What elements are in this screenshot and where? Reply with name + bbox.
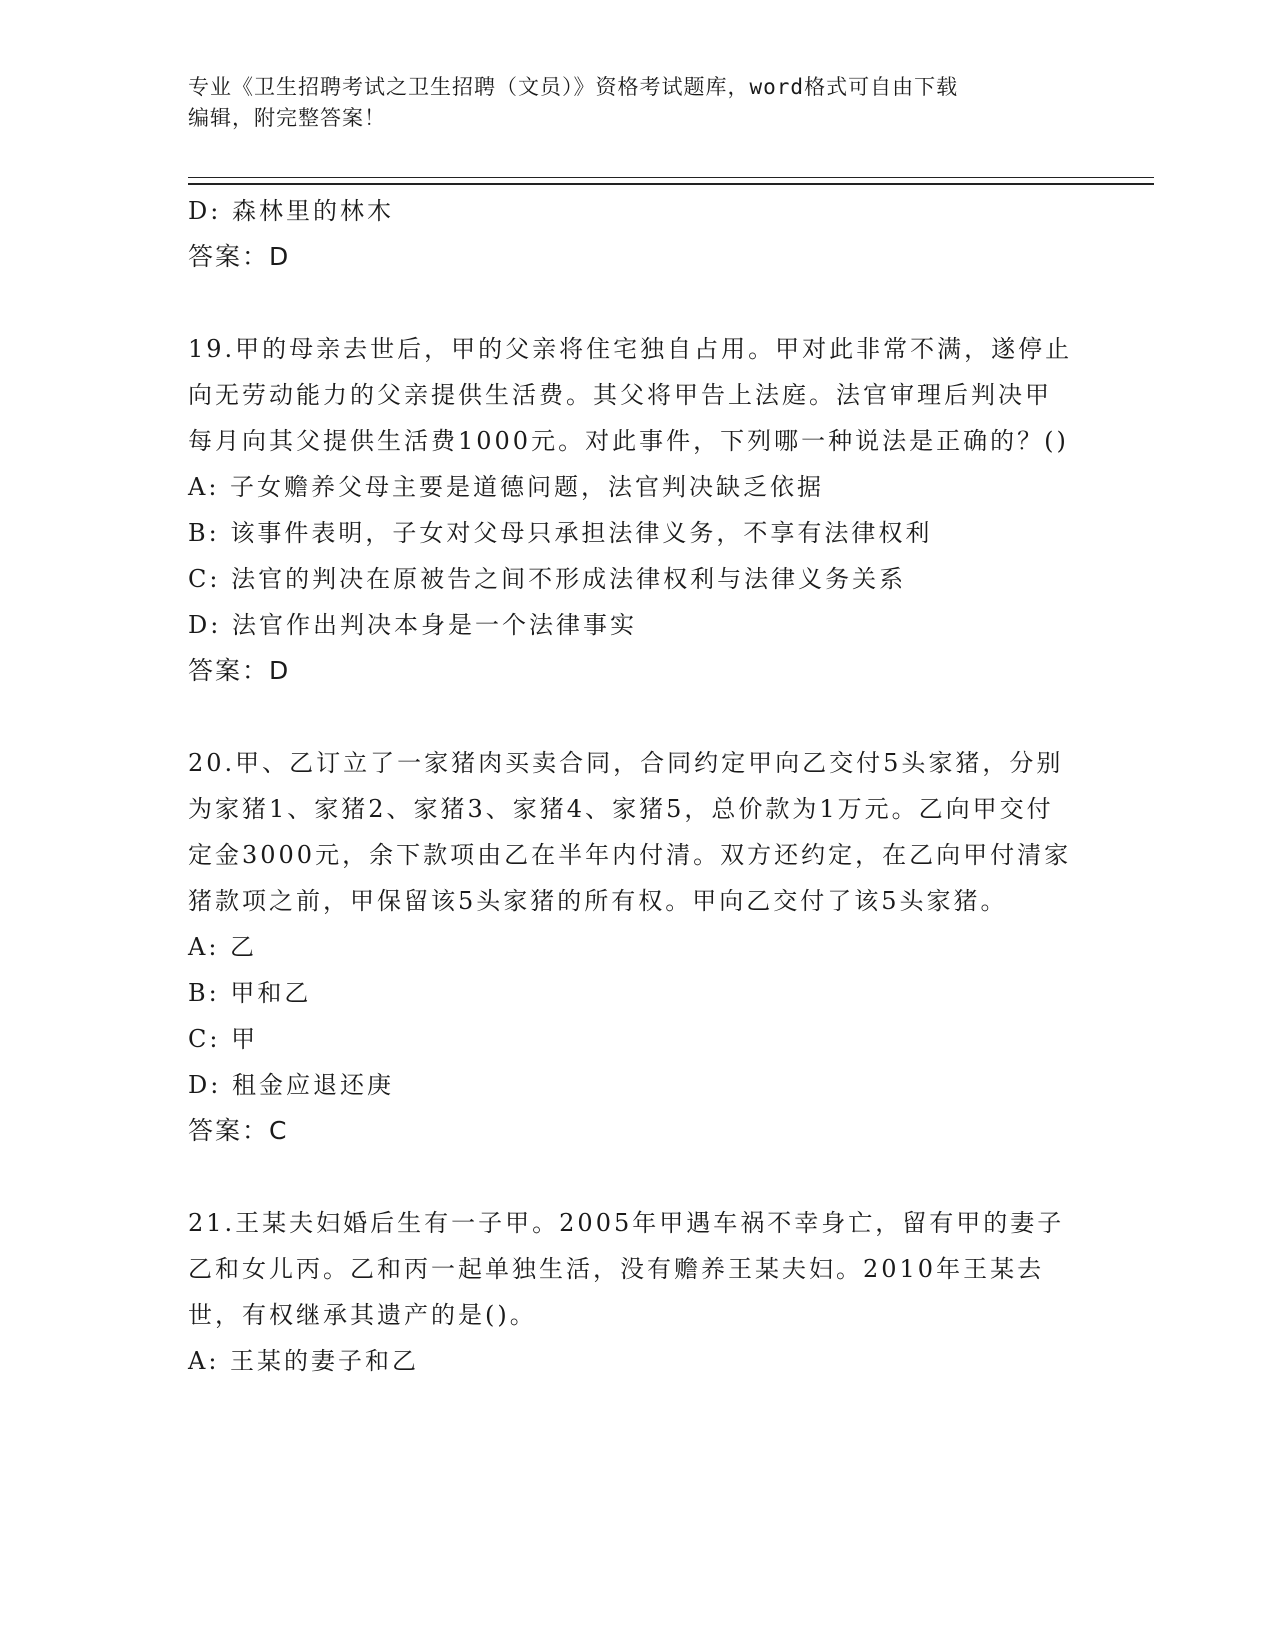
question-20-option-b: B: 甲和乙 [188, 979, 312, 1007]
spacer [188, 694, 1088, 740]
header-line-1: 专业《卫生招聘考试之卫生招聘（文员）》资格考试题库，word格式可自由下载 [188, 75, 959, 99]
question-21-stem: 21.王某夫妇婚后生有一子甲。2005年甲遇车祸不幸身亡，留有甲的妻子乙和女儿丙。乙和丙一起单独生活，没有赡养王某夫妇。2010年王某去世，有权继承其遗产的是()。 [188, 1209, 1065, 1329]
question-19-answer: 答案：D [188, 656, 291, 685]
question-19-option-a: A: 子女赡养父母主要是道德问题，法官判决缺乏依据 [188, 473, 825, 501]
header-divider-thick [188, 183, 1154, 185]
question-20-answer: 答案：C [188, 1116, 289, 1145]
question-19-option-b: B: 该事件表明，子女对父母只承担法律义务，不享有法律权利 [188, 519, 933, 547]
question-20-option-c: C: 甲 [188, 1025, 259, 1053]
spacer [188, 280, 1088, 326]
question-19-option-d: D: 法官作出判决本身是一个法律事实 [188, 611, 637, 639]
question-20-option-d: D: 租金应退还庚 [188, 1071, 394, 1099]
question-21-option-a: A: 王某的妻子和乙 [188, 1347, 420, 1375]
spacer [188, 1154, 1088, 1200]
question-20-option-a: A: 乙 [188, 933, 258, 961]
document-body [188, 188, 1088, 1384]
header-divider-thin [188, 177, 1154, 178]
document-header [188, 72, 1068, 134]
question-19-stem: 19.甲的母亲去世后，甲的父亲将住宅独自占用。甲对此非常不满，遂停止向无劳动能力的父亲提供生活费。其父将甲告上法庭。法官审理后判决甲每月向其父提供生活费1000元。对此事件，下列哪一种说法是正确的？() [188, 335, 1073, 455]
prev-option-d: D: 森林里的林木 [188, 197, 394, 225]
header-line-2: 编辑，附完整答案！ [188, 106, 386, 130]
prev-answer: 答案：D [188, 242, 291, 271]
question-19-option-c: C: 法官的判决在原被告之间不形成法律权利与法律义务关系 [188, 565, 907, 593]
question-20-stem: 20.甲、乙订立了一家猪肉买卖合同，合同约定甲向乙交付5头家猪，分别为家猪1、家猪2、家猪3、家猪4、家猪5，总价款为1万元。乙向甲交付定金3000元，余下款项由乙在半年内付清。双方还约定，在乙向甲付清家猪款项之前，甲保留该5头家猪的所有权。甲向乙交付了该5头家猪。 [188, 749, 1072, 915]
